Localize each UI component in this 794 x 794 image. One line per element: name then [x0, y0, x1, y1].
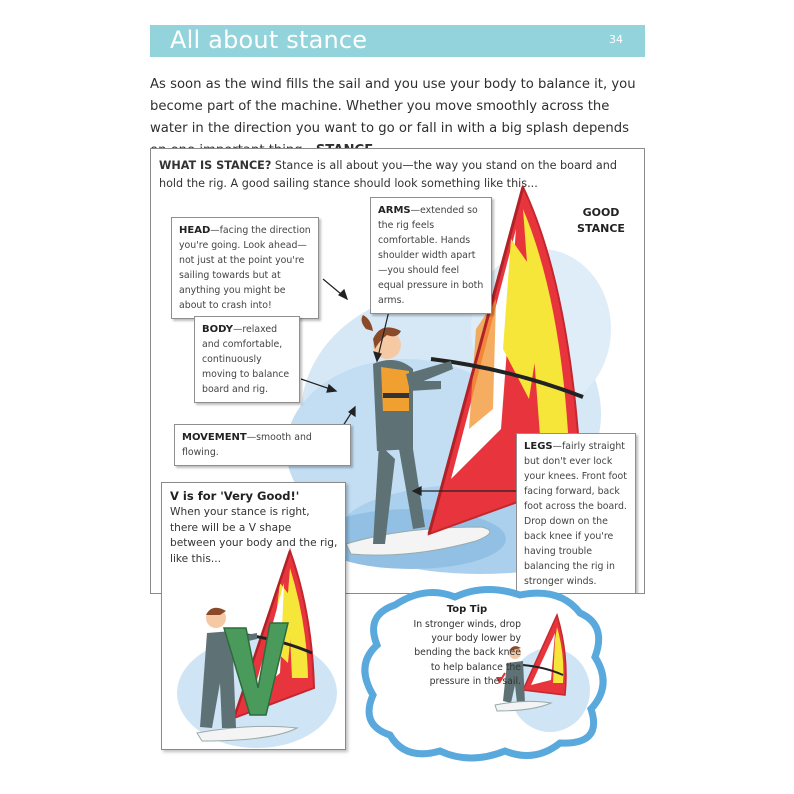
what-is-stance-heading: WHAT IS STANCE?	[159, 159, 272, 172]
legs-label	[516, 433, 636, 594]
page-title: All about stance	[170, 26, 368, 54]
body-label	[194, 316, 300, 403]
movement-text: —smooth and flowing.	[182, 432, 312, 458]
head-text: —facing the direction you're going. Look ahead—not just at the point you're sailing towards but at anything you might be about to crash into!	[179, 225, 311, 311]
head-keyword: HEAD	[179, 225, 211, 236]
v-shape-panel	[161, 482, 346, 750]
top-tip-callout	[355, 585, 615, 765]
legs-keyword: LEGS	[524, 441, 553, 452]
body-text: —relaxed and comfortable, continuously moving to balance board and rig.	[202, 324, 290, 395]
what-is-stance-body: Stance is all about you—the way you stand on the board and hold the rig. A good sailing stance should look something like this...	[159, 159, 617, 190]
body-keyword: BODY	[202, 324, 233, 335]
arms-text: —extended so the rig feels comfortable. Hands shoulder width apart—you should feel equal pressure in both arms.	[378, 205, 484, 306]
top-tip-text: In stronger winds, drop your body lower by bending the back knee to help balance the pressure in the sail.	[413, 619, 521, 687]
header-bar	[150, 25, 645, 57]
head-label	[171, 217, 319, 319]
intro-text: As soon as the wind fills the sail and you use your body to balance it, you become part of the machine. Whether you move smoothly across the water in the direction you want to go or fall in with a big splash depends	[150, 77, 636, 136]
good-stance-label: GOOD STANCE	[577, 206, 625, 235]
movement-keyword: MOVEMENT	[182, 432, 247, 443]
v-panel-text: When your stance is right, there will be a V shape between your body and the rig, like this...	[170, 506, 338, 565]
page-number: 34	[609, 33, 623, 46]
v-shape-illustration	[162, 483, 346, 750]
top-tip-title: Top Tip	[446, 604, 488, 615]
legs-text: —fairly straight but don't ever lock your knees. Front foot facing forward, back foot across the board. Drop down on the back knee if you're having trouble balancing the rig in stronger winds.	[524, 441, 627, 587]
v-panel-title: V is for 'Very Good!'	[170, 489, 300, 503]
movement-label	[174, 424, 351, 466]
arms-label	[370, 197, 492, 314]
arms-keyword: ARMS	[378, 205, 411, 216]
